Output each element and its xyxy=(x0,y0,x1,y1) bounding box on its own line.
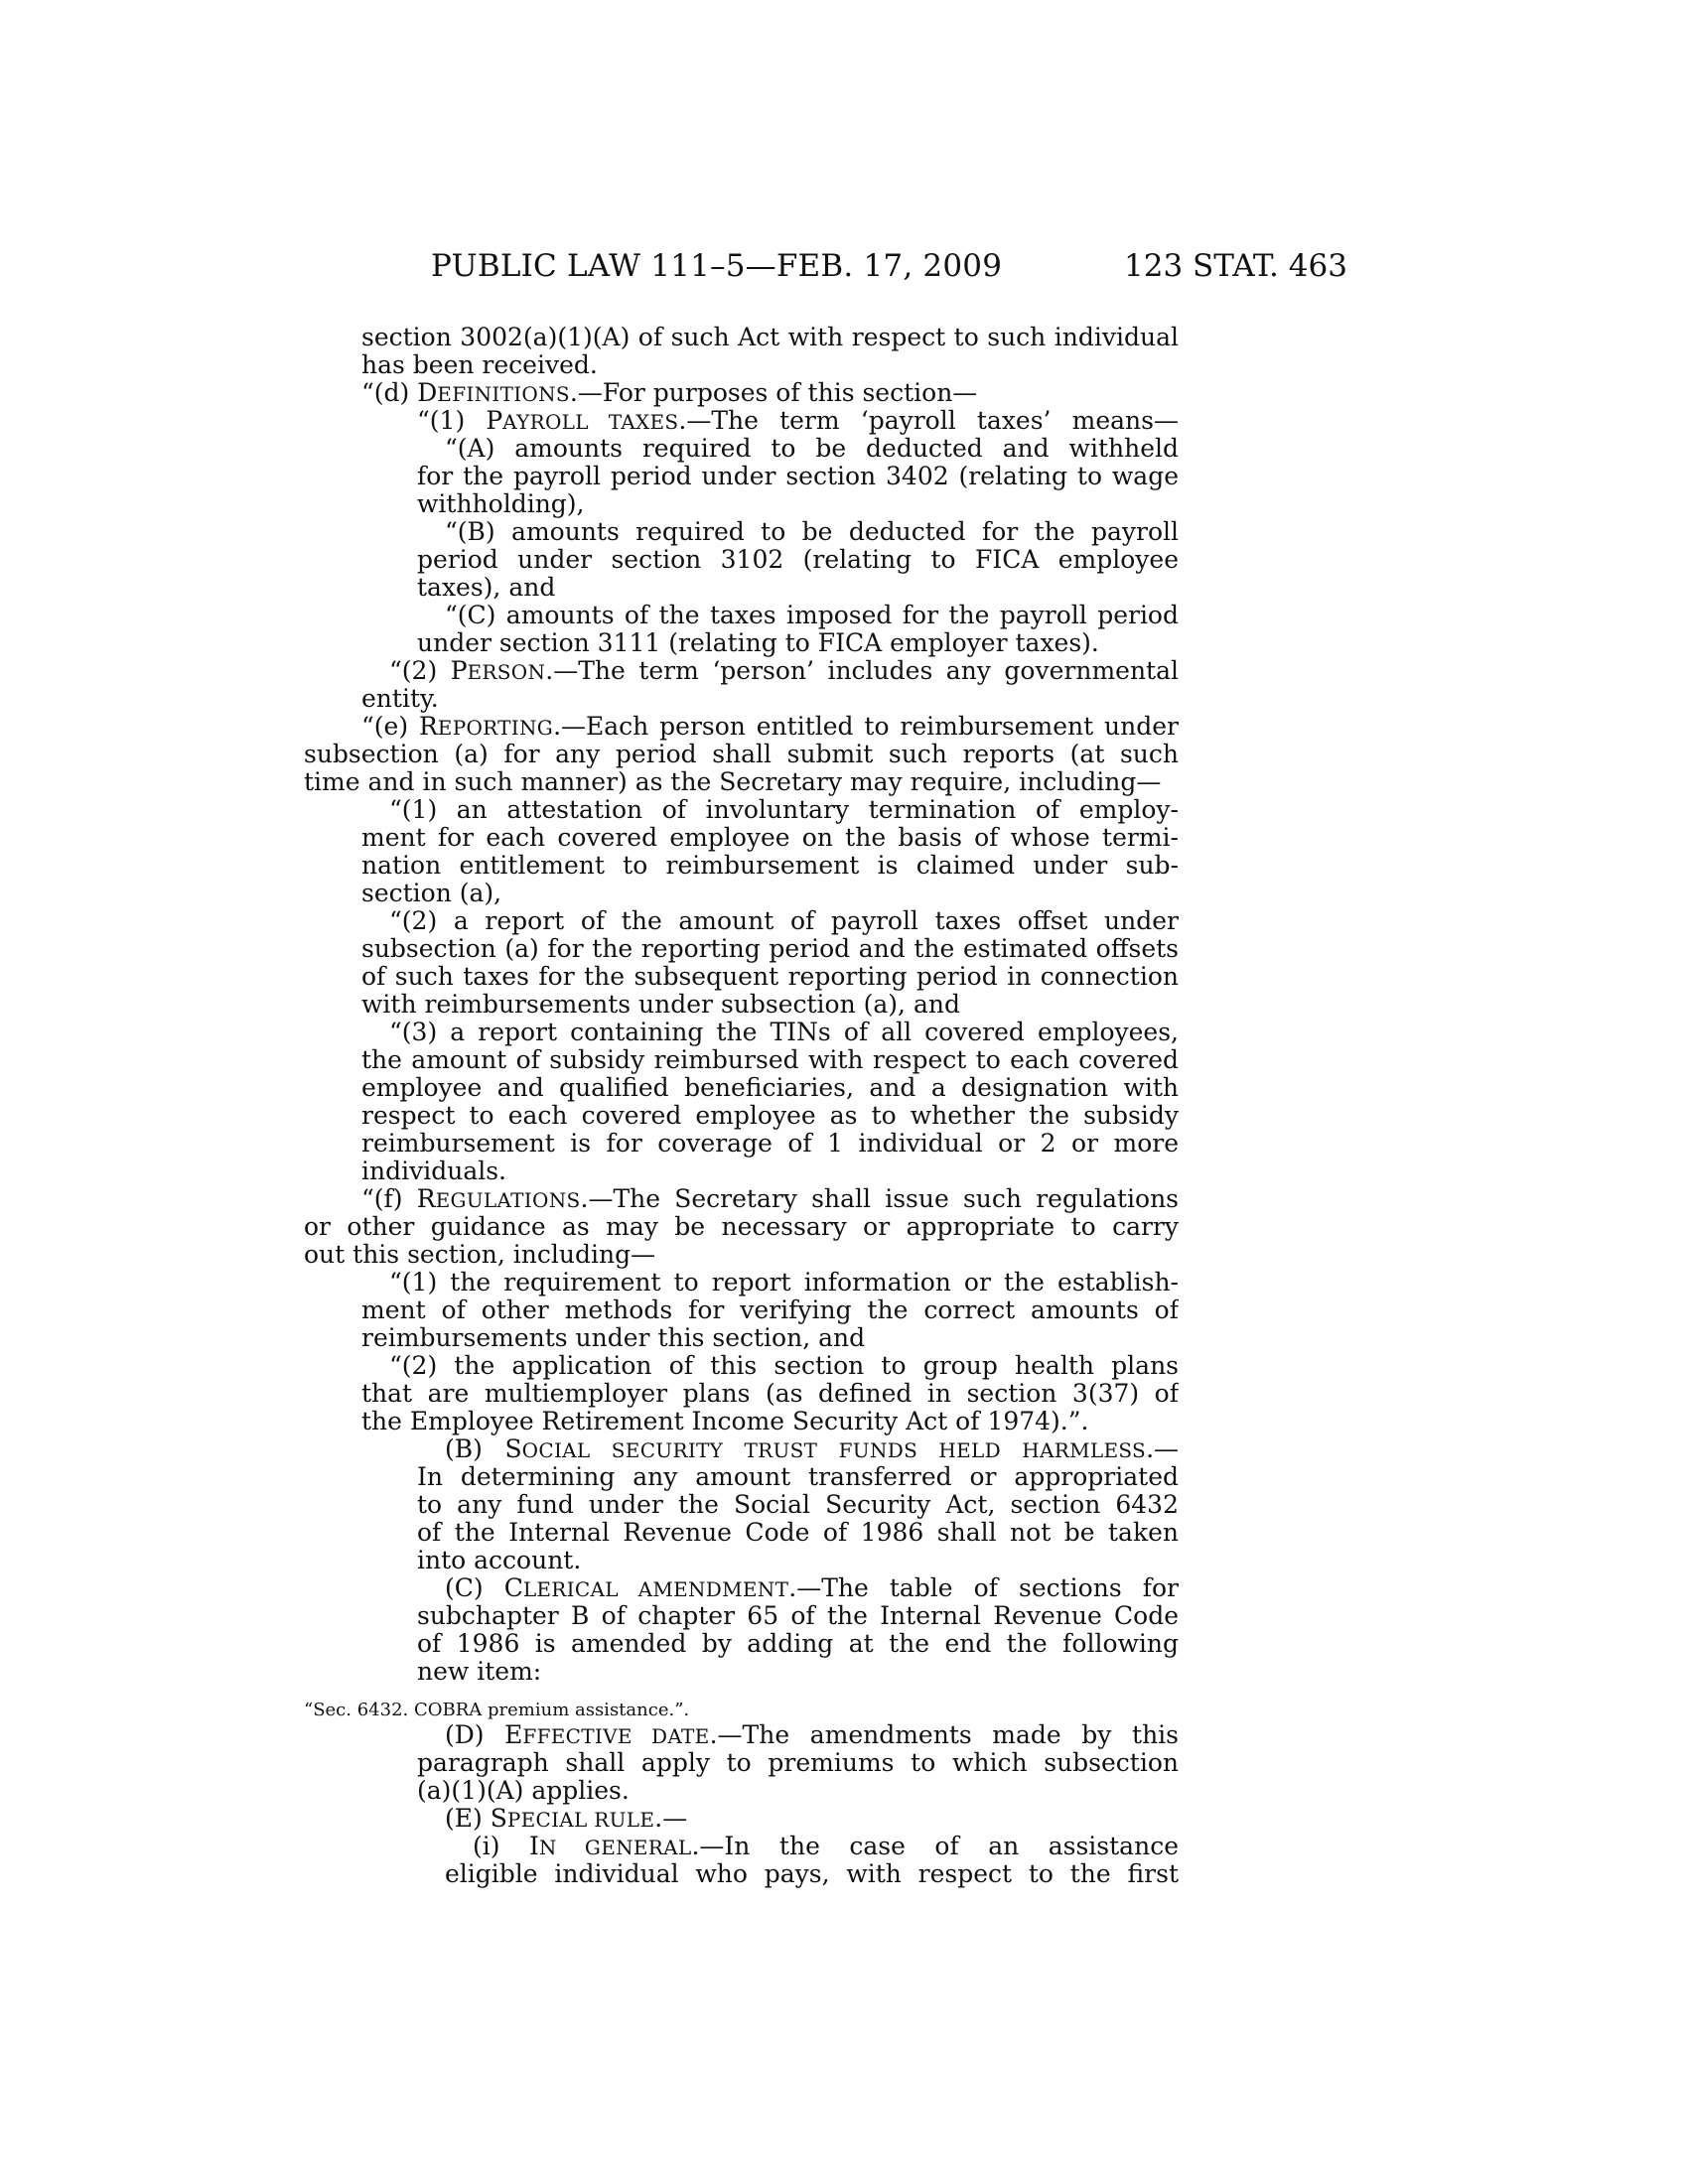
text-segment: individuals. xyxy=(361,1158,506,1185)
text-segment: (i) I xyxy=(473,1833,539,1860)
text-segment: the Employee Retirement Income Security Act of 1974).”. xyxy=(361,1408,1089,1435)
text-line xyxy=(417,574,555,602)
text-line xyxy=(417,1658,541,1686)
text-segment: taxes), and xyxy=(417,574,556,602)
text-line xyxy=(389,1019,1179,1046)
text-segment: into account. xyxy=(417,1547,582,1574)
text-segment: subchapter B of chapter 65 of the Internal Revenue Code xyxy=(417,1602,1179,1630)
text-line xyxy=(361,1158,506,1185)
text-segment: entity. xyxy=(361,685,439,713)
text-segment: paragraph shall apply to premiums to which subsection xyxy=(417,1749,1179,1777)
text-segment: new item: xyxy=(417,1658,542,1686)
text-segment: .—For purposes of this section— xyxy=(569,379,978,407)
text-line xyxy=(304,768,1161,796)
text-segment: of the Internal Revenue Code of 1986 shall not be taken xyxy=(417,1519,1179,1547)
text-line xyxy=(445,1721,1179,1749)
text-line xyxy=(417,629,1099,657)
small-caps-heading: N GENERAL xyxy=(538,1836,692,1859)
text-segment: .—The Secretary shall issue such regulations xyxy=(580,1185,1179,1213)
text-segment: .—The term ‘payroll taxes’ means— xyxy=(678,407,1179,435)
text-line xyxy=(445,518,1179,546)
text-segment: subsection (a) for any period shall submit such reports (at such xyxy=(304,741,1179,768)
text-segment: reimbursements under this section, and xyxy=(361,1324,866,1352)
text-segment: .— xyxy=(654,1805,688,1833)
text-line xyxy=(361,1102,1179,1130)
text-segment: reimbursement is for coverage of 1 individual or 2 or more xyxy=(361,1130,1179,1158)
text-segment: (a)(1)(A) applies. xyxy=(417,1777,630,1805)
text-line xyxy=(361,852,1179,880)
text-segment: “(d) D xyxy=(361,379,438,407)
text-segment: period under section 3102 (relating to FICA employee xyxy=(417,546,1179,574)
text-line xyxy=(361,685,439,713)
text-segment: respect to each covered employee as to whether the subsidy xyxy=(361,1102,1179,1130)
text-line xyxy=(389,907,1179,935)
small-caps-heading: ERSON xyxy=(467,660,546,684)
text-segment: has been received. xyxy=(361,351,598,379)
text-line xyxy=(417,1749,1179,1777)
text-line xyxy=(361,1408,1088,1435)
text-line xyxy=(361,824,1179,852)
small-caps-heading: EGULATIONS xyxy=(435,1188,581,1212)
text-line xyxy=(417,1547,581,1574)
text-line xyxy=(304,1213,1179,1241)
text-segment: with reimbursements under subsection (a), and xyxy=(361,991,960,1019)
text-segment: .—The amendments made by this xyxy=(709,1721,1179,1749)
text-segment: “(B) amounts required to be deducted for the payroll xyxy=(445,518,1179,546)
text-segment: time and in such manner) as the Secretary may require, including— xyxy=(304,768,1162,796)
text-line xyxy=(361,935,1179,963)
text-line xyxy=(361,1130,1179,1158)
text-line xyxy=(417,490,585,518)
text-line xyxy=(304,1241,655,1269)
text-line xyxy=(389,1352,1179,1380)
text-segment: employee and qualified beneficiaries, and a designation with xyxy=(361,1074,1179,1102)
text-segment: “(2) a report of the amount of payroll taxes offset under xyxy=(389,907,1179,935)
text-line xyxy=(361,963,1179,991)
text-line xyxy=(361,1074,1179,1102)
text-segment: the amount of subsidy reimbursed with respect to each covered xyxy=(361,1046,1179,1074)
small-caps-heading: OCIAL SECURITY TRUST FUNDS HELD HARMLESS xyxy=(521,1438,1147,1462)
text-segment: (C) C xyxy=(445,1574,523,1602)
small-caps-heading: EFINITIONS xyxy=(437,382,570,406)
text-line xyxy=(361,351,598,379)
text-segment: “(2) the application of this section to group health plans xyxy=(389,1352,1179,1380)
text-line xyxy=(417,1491,1179,1519)
text-line xyxy=(473,1833,1179,1860)
text-segment: In determining any amount transferred or appropriated xyxy=(417,1463,1179,1491)
text-segment: .—In the case of an assistance xyxy=(691,1833,1179,1860)
text-line xyxy=(417,546,1179,574)
small-caps-heading: AYROLL TAXES xyxy=(502,410,679,434)
text-line xyxy=(417,463,1179,490)
text-line xyxy=(361,324,1179,351)
text-segment: .—The table of sections for xyxy=(788,1574,1179,1602)
text-segment: “(1) an attestation of involuntary termination of employ- xyxy=(389,796,1179,824)
text-line xyxy=(445,602,1179,629)
small-caps-heading: FFECTIVE DATE xyxy=(522,1724,710,1748)
text-segment: “(C) amounts of the taxes imposed for the payroll period xyxy=(445,602,1179,629)
text-line xyxy=(361,1297,1179,1324)
text-line xyxy=(417,1630,1179,1658)
text-segment: (D) E xyxy=(445,1721,523,1749)
text-line xyxy=(445,1435,1179,1463)
text-segment: to any fund under the Social Security Act, section 6432 xyxy=(417,1491,1179,1519)
text-segment: (B) S xyxy=(445,1435,522,1463)
text-line xyxy=(445,435,1179,463)
text-segment: “(e) R xyxy=(361,713,438,741)
text-segment: subsection (a) for the reporting period and the estimated offsets xyxy=(361,935,1179,963)
text-segment: nation entitlement to reimbursement is claimed under sub- xyxy=(361,852,1179,880)
text-line xyxy=(389,796,1179,824)
text-line xyxy=(389,657,1179,685)
text-segment: eligible individual who pays, with respect to the first xyxy=(445,1860,1179,1888)
text-segment: of such taxes for the subsequent reporting period in connection xyxy=(361,963,1179,991)
text-segment: .— xyxy=(1146,1435,1179,1463)
text-line xyxy=(304,1694,689,1721)
text-segment: section 3002(a)(1)(A) of such Act with respect to such individual xyxy=(361,324,1179,351)
text-segment: (E) S xyxy=(445,1805,507,1833)
running-header-title: PUBLIC LAW 111–5—FEB. 17, 2009 xyxy=(431,248,1003,284)
small-caps-heading: LERICAL AMENDMENT xyxy=(522,1577,789,1601)
text-line xyxy=(361,713,1179,741)
text-segment: .—Each person entitled to reimbursement under xyxy=(553,713,1179,741)
small-caps-heading: PECIAL RULE xyxy=(506,1808,655,1832)
text-line xyxy=(417,1602,1179,1630)
text-line xyxy=(389,1269,1179,1297)
text-segment: section (a), xyxy=(361,880,502,907)
text-line xyxy=(361,991,960,1019)
text-segment: ment for each covered employee on the basis of whose termi- xyxy=(361,824,1179,852)
page-number: 123 STAT. 463 xyxy=(1124,248,1347,284)
text-line xyxy=(361,1324,865,1352)
text-segment: “(f) R xyxy=(361,1185,436,1213)
text-line xyxy=(361,1046,1179,1074)
small-caps-heading: EPORTING xyxy=(437,716,554,740)
text-line xyxy=(445,1805,687,1833)
text-line xyxy=(445,1860,1179,1888)
text-line xyxy=(417,407,1179,435)
text-segment: .—The term ‘person’ includes any governmental xyxy=(545,657,1179,685)
text-segment: out this section, including— xyxy=(304,1241,656,1269)
table-item-text: “Sec. 6432. COBRA premium assistance.”. xyxy=(304,1700,690,1720)
text-segment: “(1) the requirement to report information or the establish- xyxy=(389,1269,1179,1297)
text-line xyxy=(361,379,977,407)
text-segment: ment of other methods for verifying the correct amounts of xyxy=(361,1297,1179,1324)
text-line xyxy=(417,1463,1179,1491)
text-line xyxy=(445,1574,1179,1602)
text-line xyxy=(361,1185,1179,1213)
text-line xyxy=(361,880,501,907)
text-line xyxy=(417,1777,630,1805)
text-line xyxy=(304,741,1179,768)
text-segment: or other guidance as may be necessary or appropriate to carry xyxy=(304,1213,1179,1241)
text-segment: “(1) P xyxy=(417,407,503,435)
text-segment: “(3) a report containing the TINs of all covered employees, xyxy=(389,1019,1179,1046)
text-segment: “(A) amounts required to be deducted and withheld xyxy=(445,435,1179,463)
text-segment: that are multiemployer plans (as defined in section 3(37) of xyxy=(361,1380,1179,1408)
text-segment: for the payroll period under section 3402 (relating to wage xyxy=(417,463,1179,490)
text-segment: “(2) P xyxy=(389,657,468,685)
text-line xyxy=(417,1519,1179,1547)
text-segment: withholding), xyxy=(417,490,585,518)
text-segment: of 1986 is amended by adding at the end the following xyxy=(417,1630,1179,1658)
text-line xyxy=(361,1380,1179,1408)
text-segment: under section 3111 (relating to FICA employer taxes). xyxy=(417,629,1099,657)
